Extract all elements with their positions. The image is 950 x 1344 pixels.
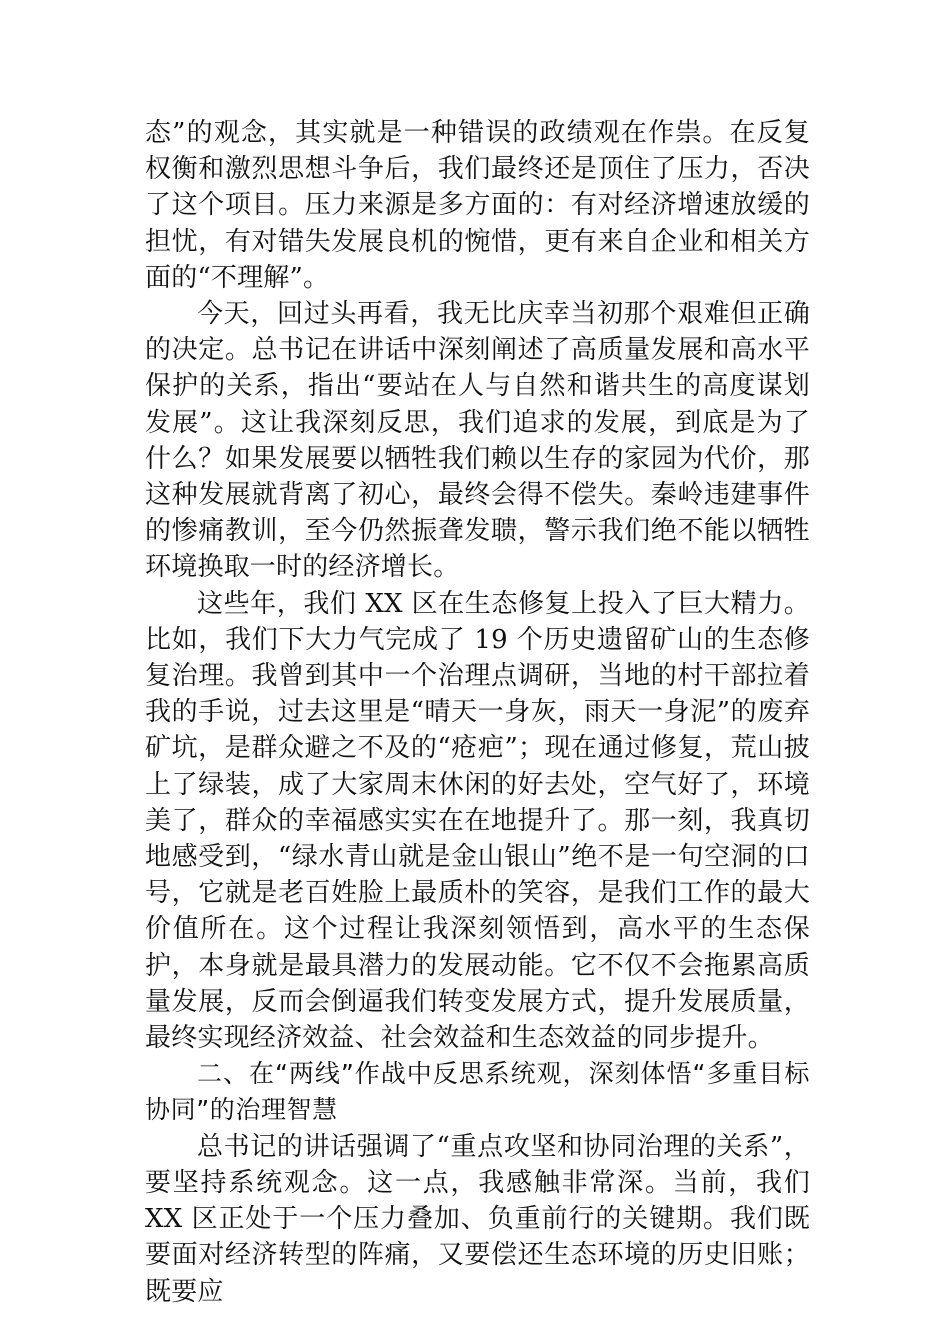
paragraph-1: 态”的观念，其实就是一种错误的政绩观在作祟。在反复权衡和激烈思想斗争后，我们最终还是顶住了压力，否决了这个项目。压力来源是多方面的：有对经济增速放缓的担忧，有对错失发展良机的惋惜，更有来自企业和相关方面的“不理解”。 — [145, 118, 810, 293]
section-heading: 二、在“两线”作战中反思系统观，深刻体悟“多重目标协同”的治理智慧 — [145, 1059, 810, 1125]
paragraph-2: 今天，回过头再看，我无比庆幸当初那个艰难但正确的决定。总书记在讲话中深刻阐述了高质量发展和高水平保护的关系，指出“要站在人与自然和谐共生的高度谋划发展”。这让我深刻反思，我们追求的发展，到底是为了什么？如果发展要以牺牲我们赖以生存的家园为代价，那这种发展就背离了初心，最终会得不偿失。秦岭违建事件的惨痛教训，至今仍然振聋发聩，警示我们绝不能以牺牲环境换取一时的经济增长。 — [145, 299, 810, 583]
paragraph-3: 这些年，我们 XX 区在生态修复上投入了巨大精力。比如，我们下大力气完成了 19 个历史遗留矿山的生态修复治理。我曾到其中一个治理点调研，当地的村干部拉着我的手说，过去这里是“晴天一身灰，雨天一身泥”的废弃矿坑，是群众避之不及的“疮疤”；现在通过修复，荒山披上了绿装，成了大家周末休闲的好去处，空气好了，环境美了，群众的幸福感实实在在地提升了。那一刻，我真切地感受到，“绿水青山就是金山银山”绝不是一句空洞的口号，它就是老百姓脸上最质朴的笑容，是我们工作的最大价值所在。这个过程让我深刻领悟到，高水平的生态保护，本身就是最具潜力的发展动能。它不仅不会拖累高质量发展，反而会倒逼我们转变发展方式，提升发展质量，最终实现经济效益、社会效益和生态效益的同步提升。 — [145, 588, 810, 1054]
paragraph-4: 总书记的讲话强调了“重点攻坚和协同治理的关系”，要坚持系统观念。这一点，我感触非常深。当前，我们 XX 区正处于一个压力叠加、负重前行的关键期。我们既要面对经济转型的阵痛，又要偿还生态环境的历史旧账；既要应 — [145, 1131, 810, 1307]
document-body — [145, 115, 810, 1310]
